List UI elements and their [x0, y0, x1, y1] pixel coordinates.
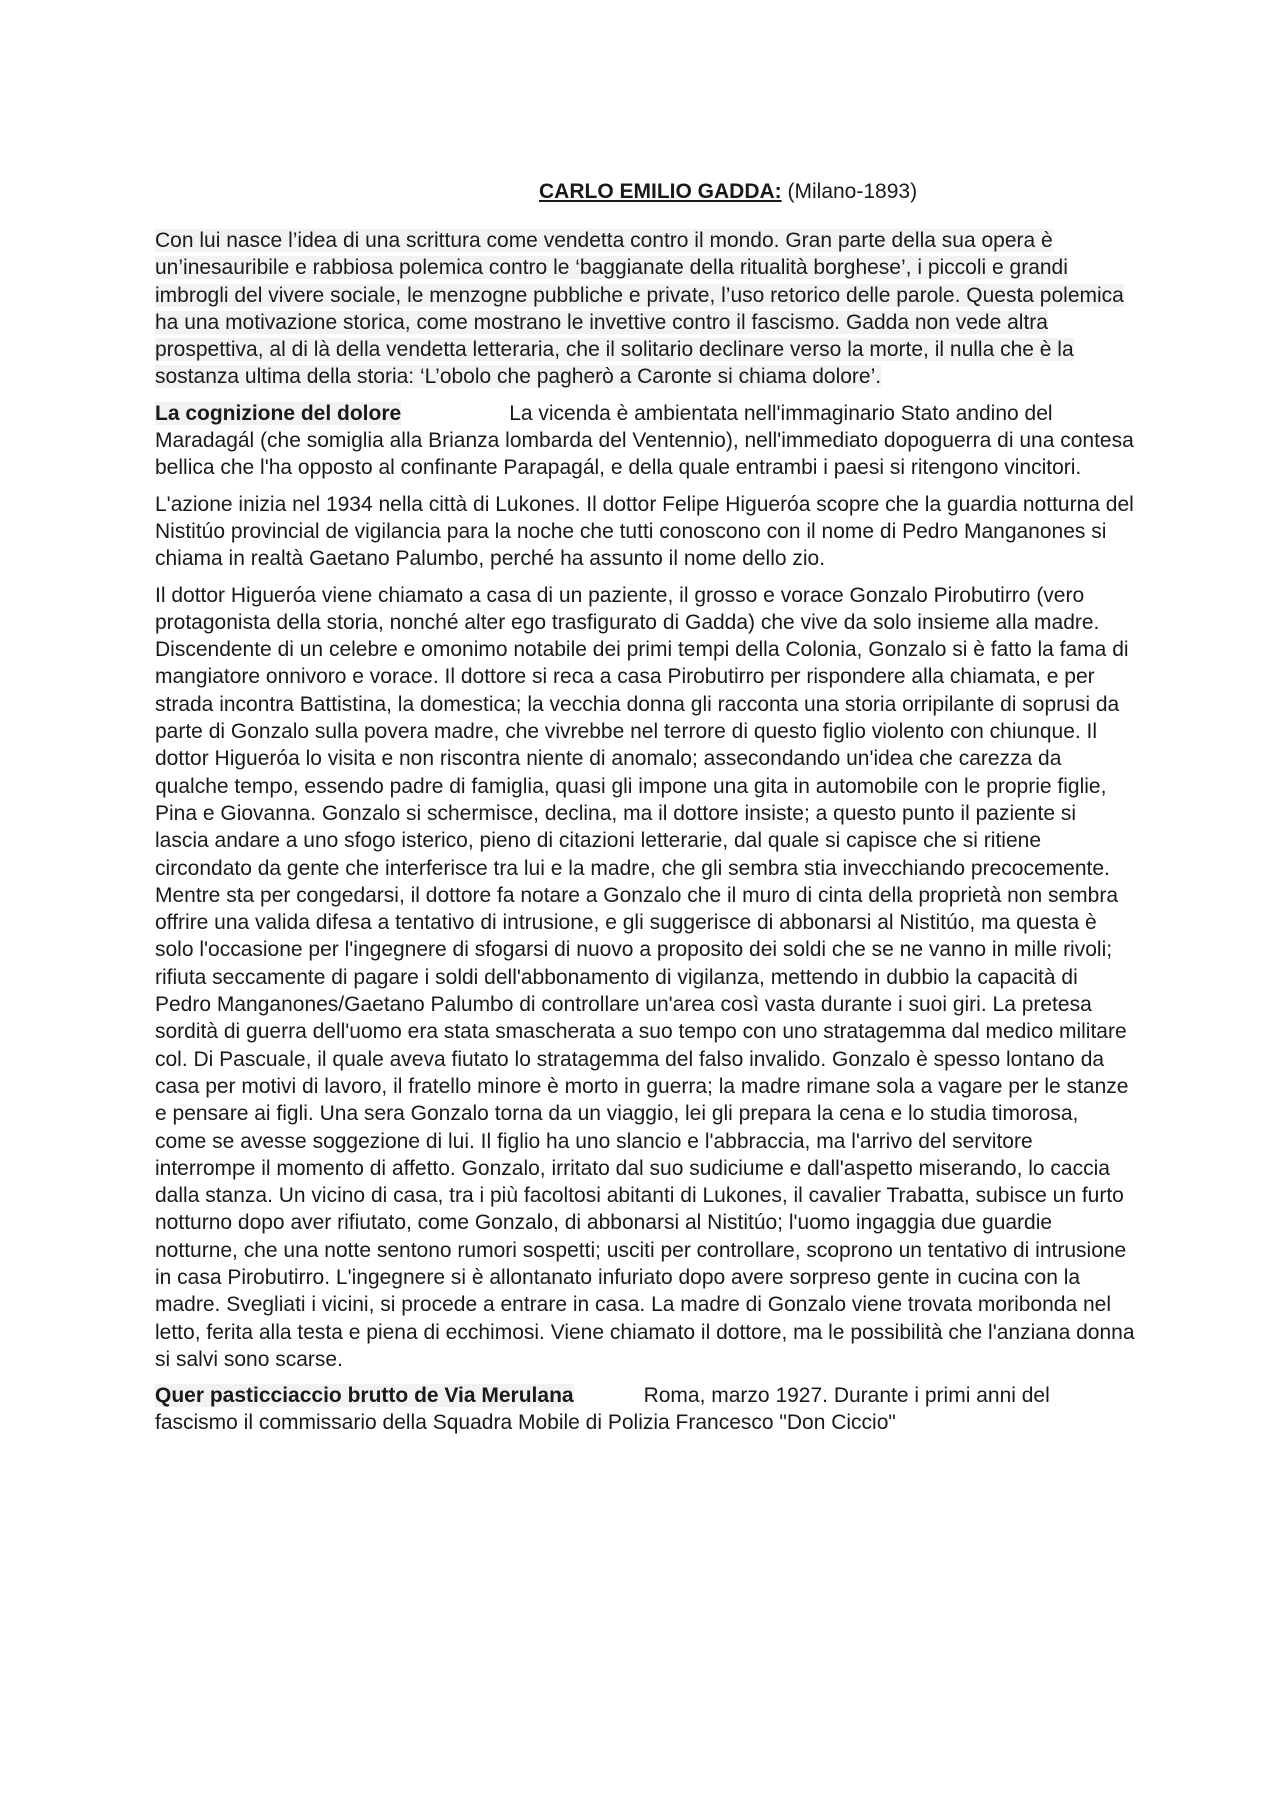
- section-cognizione-text-3: Il dottor Higueróa viene chiamato a casa di un paziente, il grosso e vorace Gonzalo Pirobutirro (vero protagonista della storia, nonché alter ego trasfigurato di Gadda) che vive da solo insieme alla madre. Discendente di un celebre e omonimo notabile dei primi tempi della Colonia, Gonzalo si è fatto la fama di mangiatore onnivoro e vorace. Il dottore si reca a casa Pirobutirro per rispondere alla chiamata, e per strada incontra Battistina, la domestica; la vecchia donna gli racconta una storia orripilante di soprusi da parte di Gonzalo sulla povera madre, che vivrebbe nel terrore di questo figlio violento con chiunque. Il dottor Higueróa lo visita e non riscontra niente di anomalo; assecondando un'idea che carezza da qualche tempo, essendo padre di famiglia, quasi gli impone una gita in automobile con le proprie figlie, Pina e Giovanna. Gonzalo si schermisce, declina, ma il dottore insiste; a questo punto il paziente si lascia andare a uno sfogo isterico, pieno di citazioni letterarie, dal quale si capisce che si ritiene circondato da gente che interferisce tra lui e la madre, che gli sembra stia invecchiando precocemente. Mentre sta per congedarsi, il dottore fa notare a Gonzalo che il muro di cinta della proprietà non sembra offrire una valida difesa a tentativo di intrusione, e gli suggerisce di abbonarsi al Nistitúo, ma questa è solo l'occasione per l'ingegnere di sfogarsi di nuovo a proposito dei soldi che se ne vanno in mille rivoli; rifiuta seccamente di pagare i soldi dell'abbonamento di vigilanza, mettendo in dubbio la capacità di Pedro Manganones/Gaetano Palumbo di controllare un'area così vasta durante i suoi giri. La pretesa sordità di guerra dell'uomo era stata smascherata a suo tempo con uno stratagemma dal medico militare col. Di Pascuale, il quale aveva fiutato lo stratagemma del falso invalido. Gonzalo è spesso lontano da casa per motivi di lavoro, il fratello minore è morto in guerra; la madre rimane sola a vagare per le stanze e pensare ai figli. Una sera Gonzalo torna da un viaggio, lei gli prepara la cena e lo studia timorosa, come se avesse soggezione di lui. Il figlio ha uno slancio e l'abbraccia, ma l'arrivo del servitore interrompe il momento di affetto. Gonzalo, irritato dal suo sudiciume e dall'aspetto miserando, lo caccia dalla stanza. Un vicino di casa, tra i più facoltosi abitanti di Lukones, il cavalier Trabatta, subisce un furto notturno dopo aver rifiutato, come Gonzalo, di abbonarsi al Nistitúo; l'uomo ingaggia due guardie notturne, che una notte sentono rumori sospetti; usciti per controllare, scoprono un tentativo di intrusione in casa Pirobutirro. L'ingegnere si è allontanato infuriato dopo avere sorpreso gente in cucina con la madre. Svegliati i vicini, si procede a entrare in casa. La madre di Gonzalo viene trovata moribonda nel letto, ferita alla testa e piena di ecchimosi. Viene chiamato il dottore, ma le possibilità che l'anziana donna si salvi sono scarse.: [155, 583, 1135, 1371]
- document-title: [155, 178, 1135, 205]
- section-pasticciaccio-text-1: Roma, marzo 1927. Durante i primi anni del fascismo il commissario della Squadra Mobile di Polizia Francesco "Don Ciccio": [155, 1384, 1050, 1435]
- section-heading-cognizione: La cognizione del dolore: [155, 401, 402, 425]
- section-pasticciaccio-paragraph-1: [155, 1382, 1135, 1437]
- intro-text: Con lui nasce l’idea di una scrittura come vendetta contro il mondo. Gran parte della sua opera è un’inesauribile e rabbiosa polemica contro le ‘baggianate della ritualità borghese’, i piccoli e grandi imbrogli del vivere sociale, le menzogne pubbliche e private, l’uso retorico delle parole. Questa polemica ha una motivazione storica, come mostrano le invettive contro il fascismo. Gadda non vede altra prospettiva, al di là della vendetta letteraria, che il solitario declinare verso la morte, il nulla che è la sostanza ultima della storia: ‘L’obolo che pagherò a Caronte si chiama dolore’.: [155, 229, 1124, 389]
- section-cognizione-paragraph-2: [155, 491, 1135, 573]
- title-birth-info: (Milano-1893): [787, 180, 918, 203]
- intro-paragraph: [155, 227, 1135, 391]
- section-heading-pasticciaccio: Quer pasticciaccio brutto de Via Merulana: [155, 1384, 574, 1408]
- section-cognizione-text-1: La vicenda è ambientata nell'immaginario Stato andino del Maradagál (che somiglia alla Brianza lombarda del Ventennio), nell'immediato dopoguerra di una contesa bellica che l'ha opposto al confinante Parapagál, e della quale entrambi i paesi si ritengono vincitori.: [155, 401, 1134, 480]
- section-cognizione-paragraph-1: [155, 400, 1135, 482]
- document-body: [155, 178, 1135, 1446]
- section-cognizione-paragraph-3: [155, 582, 1135, 1374]
- title-author: CARLO EMILIO GADDA:: [539, 180, 782, 203]
- section-cognizione-text-2: L'azione inizia nel 1934 nella città di Lukones. Il dottor Felipe Higueróa scopre che la guardia notturna del Nistitúo provincial de vigilancia para la noche che tutti conoscono con il nome di Pedro Manganones si chiama in realtà Gaetano Palumbo, perché ha assunto il nome dello zio.: [155, 492, 1134, 571]
